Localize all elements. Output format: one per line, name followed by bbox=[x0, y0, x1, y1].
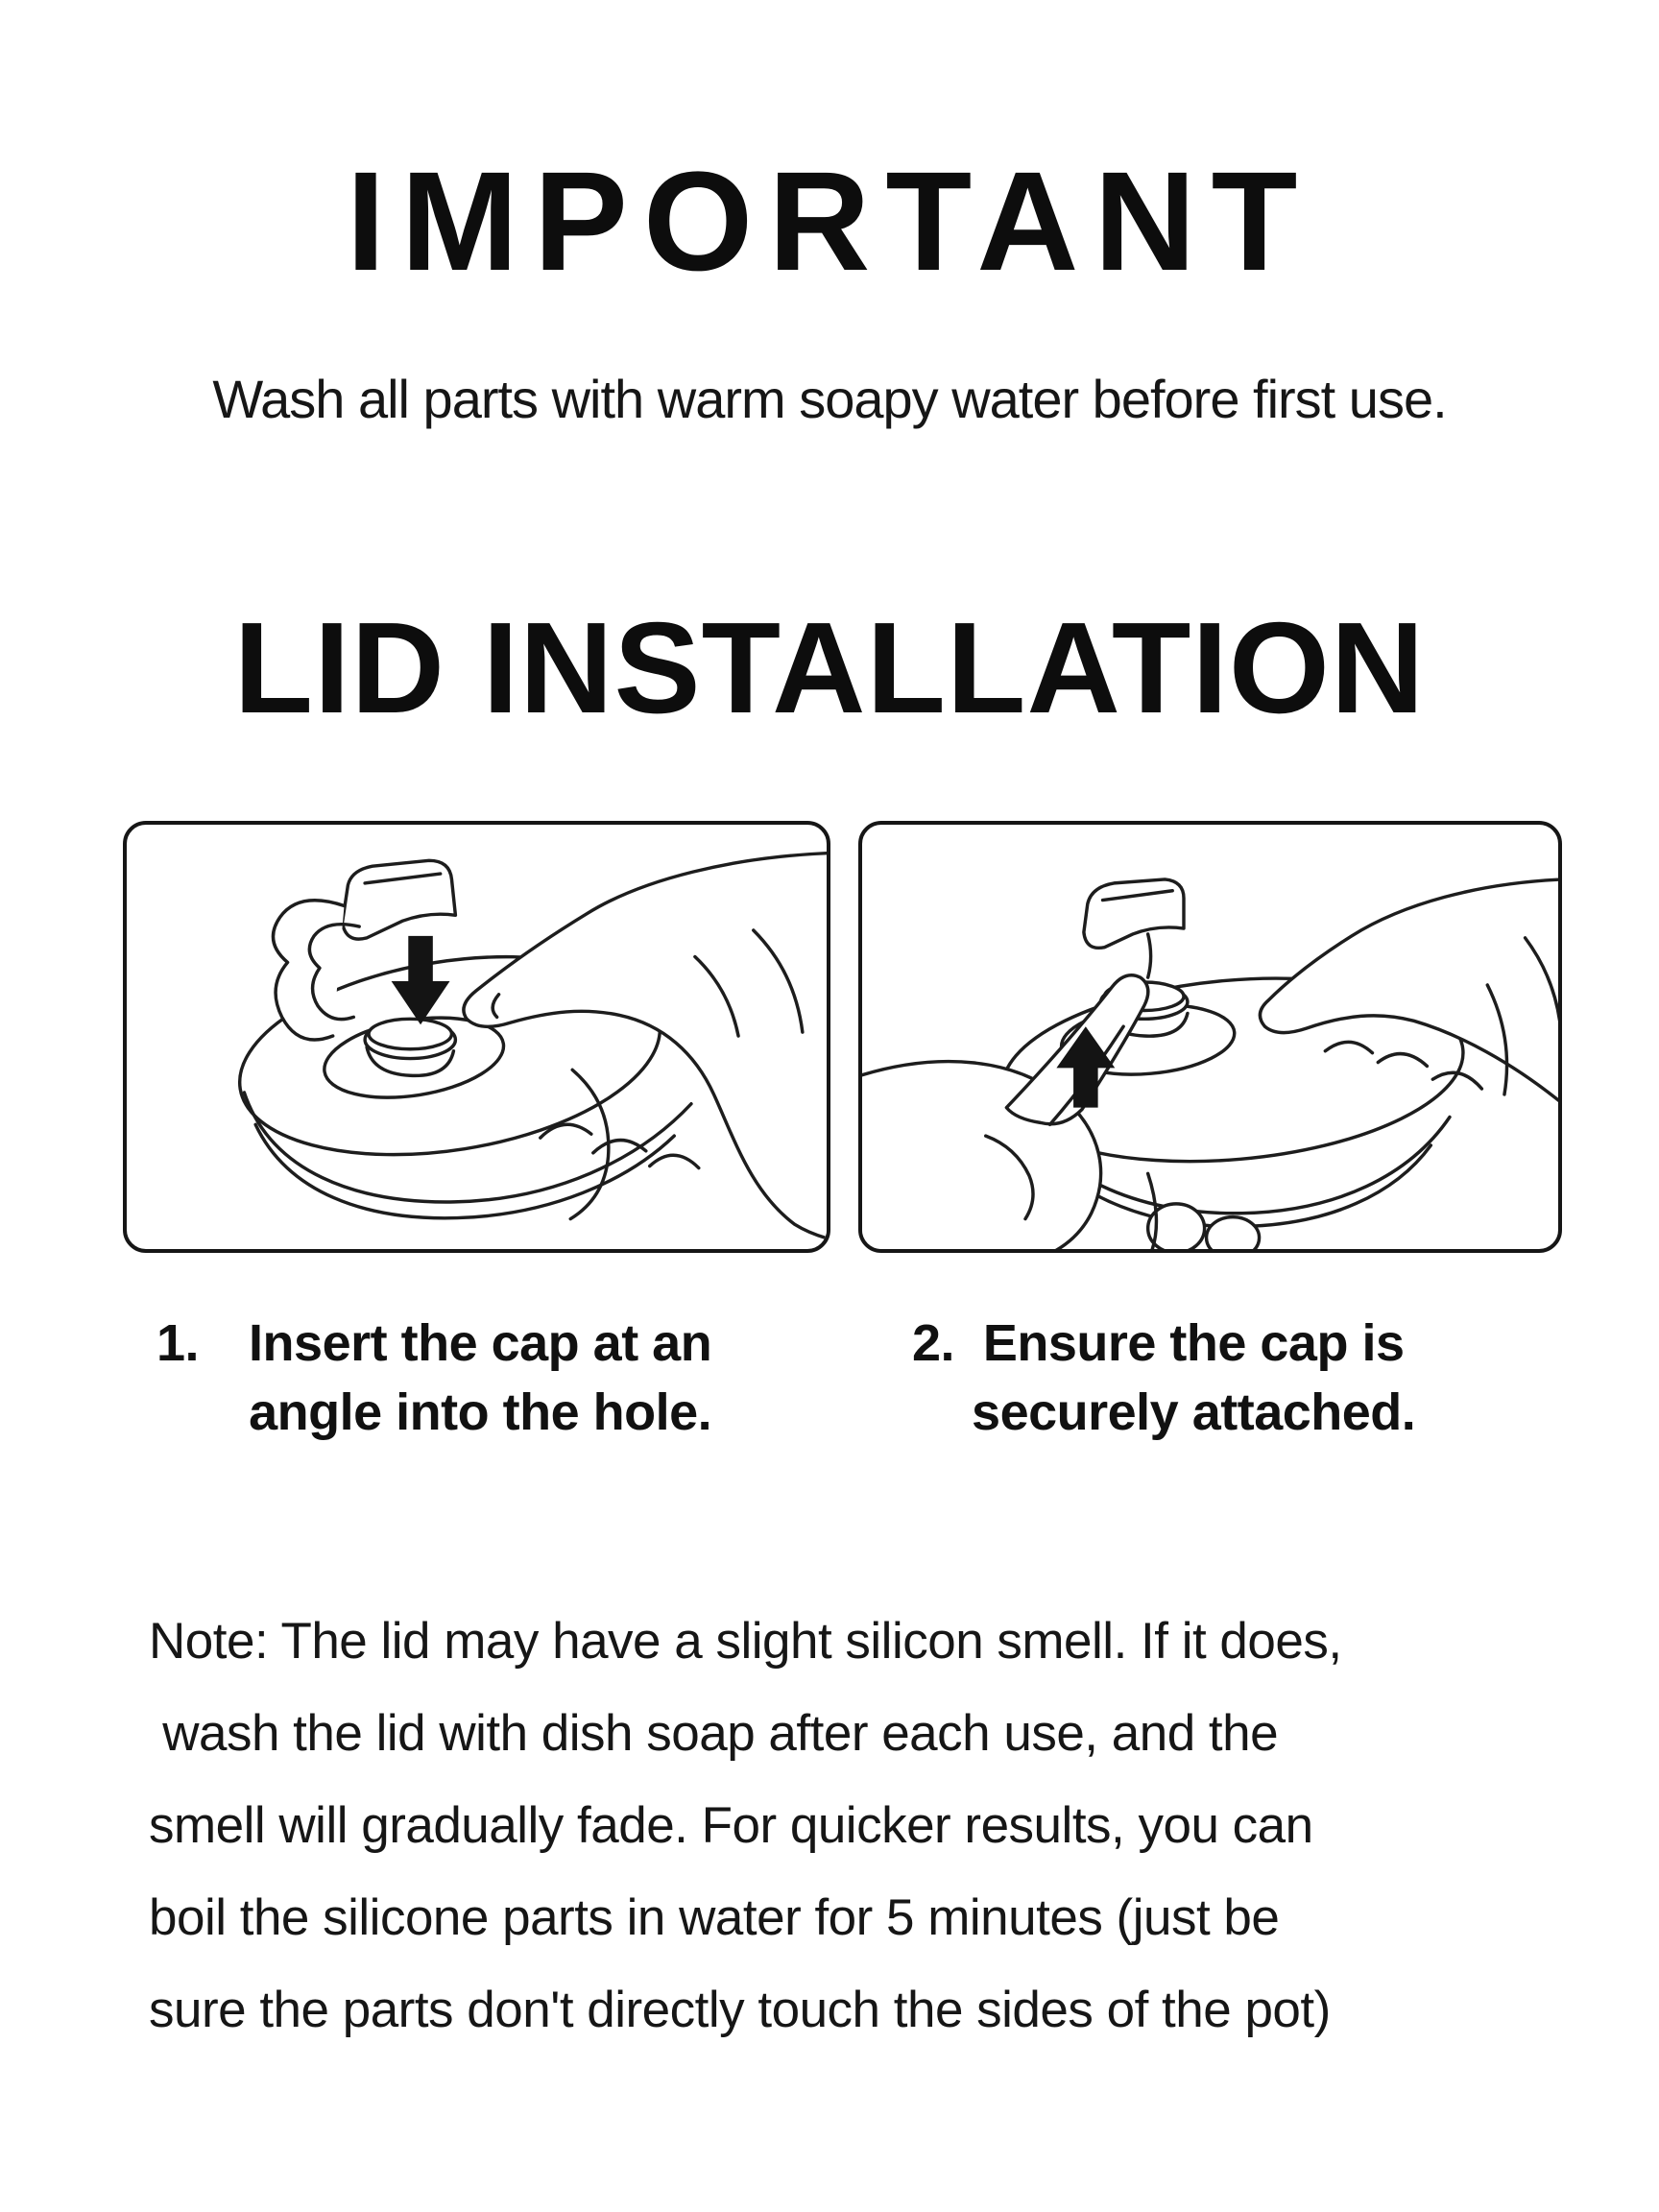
lid-insert-illustration bbox=[127, 825, 827, 1249]
figure-insert-cap bbox=[123, 821, 830, 1253]
step-2-line-2: securely attached. bbox=[972, 1383, 1416, 1441]
step-1-number: 1. bbox=[156, 1314, 200, 1372]
wash-instruction-text: Wash all parts with warm soapy water before first use. bbox=[212, 369, 1447, 429]
step-1-line-2: angle into the hole. bbox=[249, 1383, 712, 1441]
note-paragraph bbox=[149, 1596, 1608, 2056]
step-1-line-1: Insert the cap at an bbox=[249, 1314, 712, 1372]
note-line-4: boil the silicone parts in water for 5 minutes (just be bbox=[149, 1889, 1280, 1946]
page-title: IMPORTANT bbox=[346, 143, 1313, 301]
figure-row bbox=[123, 821, 1562, 1253]
step-captions bbox=[123, 1309, 1562, 1447]
step-1 bbox=[123, 1309, 830, 1447]
section-title: LID INSTALLATION bbox=[233, 595, 1426, 740]
lid-secure-illustration bbox=[862, 825, 1558, 1249]
note-line-1: Note: The lid may have a slight silicon smell. If it does, bbox=[149, 1613, 1342, 1670]
note-line-5: sure the parts don't directly touch the sides of the pot) bbox=[149, 1982, 1331, 2038]
step-2-line-1: Ensure the cap is bbox=[982, 1314, 1405, 1372]
step-2-number: 2. bbox=[912, 1314, 955, 1372]
figure-secure-cap bbox=[858, 821, 1562, 1253]
note-line-2: wash the lid with dish soap after each use, and the bbox=[149, 1705, 1279, 1762]
note-line-3: smell will gradually fade. For quicker results, you can bbox=[149, 1797, 1313, 1854]
step-2 bbox=[858, 1309, 1562, 1447]
